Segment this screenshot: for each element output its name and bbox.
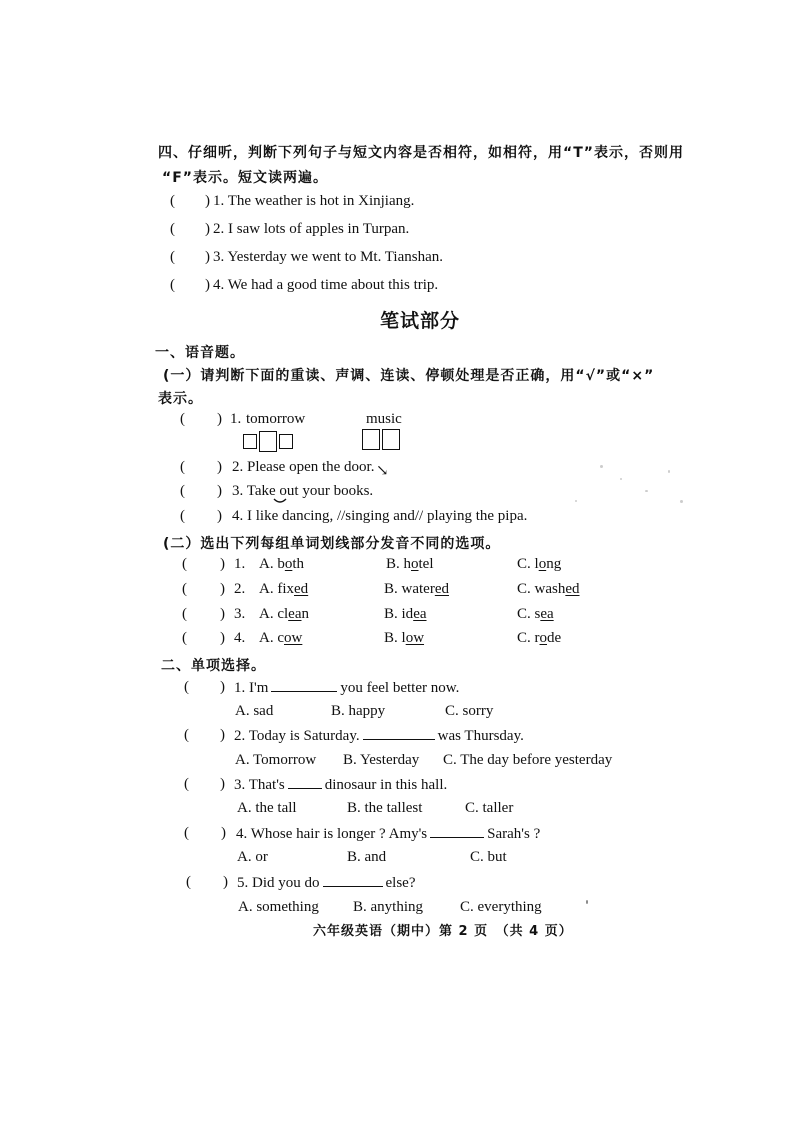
stress-box: [279, 434, 293, 449]
scan-speck: [600, 465, 603, 468]
phonetics-heading: 一、语音题。: [155, 345, 245, 361]
stress-boxes-music: [362, 429, 402, 450]
scan-speck: [668, 470, 670, 473]
falling-tone-arrow-icon: ↘: [376, 463, 389, 479]
stress-box: [243, 434, 257, 449]
scan-speck: [680, 500, 683, 503]
scan-speck: [645, 490, 648, 492]
phonetics-part1-instruction-line2: 表示。: [158, 391, 203, 407]
stress-box: [259, 431, 277, 452]
phonetics-part2-instruction: (二）选出下列每组单词划线部分发音不同的选项。: [163, 536, 501, 552]
answer-blank: [323, 874, 383, 887]
answer-blank: [363, 727, 435, 740]
answer-blank: [430, 825, 484, 838]
answer-blank: [288, 776, 322, 789]
scan-speck: [586, 900, 588, 904]
liaison-arc-icon: [273, 498, 287, 505]
scan-speck: [620, 478, 622, 480]
page-footer: 六年级英语（期中）第 2 页 （共 4 页）: [313, 924, 573, 939]
answer-blank: [271, 679, 337, 692]
listening-instruction-line1: 四、仔细听，判断下列句子与短文内容是否相符，如相符，用“T”表示，否则用: [158, 145, 684, 161]
scan-speck: [575, 500, 577, 502]
written-section-title: 笔试部分: [380, 310, 461, 332]
stress-box: [362, 429, 380, 450]
stress-box: [382, 429, 400, 450]
choice-heading: 二、单项选择。: [161, 658, 266, 674]
stress-boxes-tomorrow: [243, 431, 295, 452]
exam-page: 四、仔细听，判断下列句子与短文内容是否相符，如相符，用“T”表示，否则用 “F”表示。短文读两遍。 ( ) 1. The weather is hot in Xinjiang. ( ) 2. I saw lots of apples in Turpan. ( ) 3. Yesterday we went to Mt. Tianshan. ( ) 4. We had a good time about this trip. 笔试部分 一、语音题。 (一）请判断下面的重读、声调、连读、停顿处理是否正确，用“√”或“×” 表示。 ( ) 1. tomorrow music ( ) 2. Please open the door. ↘ ( ) 3. Take out your books. ( ) 4. I like dancing, //singing and// playing the pipa. (二）选出下列每组单词划线部分发音不同的选项。 ( ) 1. A. both B. hotel C. long ( ) 2. A. fixed B. watered C. washed ( ) 3. A. clean B. idea C. sea ( ) 4. A. cow B. low C. rode 二、单项选择。 ( ) 1. I'm you feel better now. A. sad B. happy C. sorry ( ) 2. Today is Saturday. was Thursday. A. Tomorrow B. Yesterday C. The day before yesterday ( ) 3. That's dinosaur in this hall. A. the tall B. the tallest C. taller ( ) 4. Whose hair is longer ? Amy's Sarah's ? A. or B. and C. but ( ) 5. Did you do else? A. something B. anything C. everything 六年级英语（期中）第 2 页 （共 4 页）: [0, 0, 794, 1123]
listening-instruction-line2: “F”表示。短文读两遍。: [162, 170, 328, 186]
phonetics-part1-instruction-line1: (一）请判断下面的重读、声调、连读、停顿处理是否正确，用“√”或“×”: [163, 368, 655, 384]
